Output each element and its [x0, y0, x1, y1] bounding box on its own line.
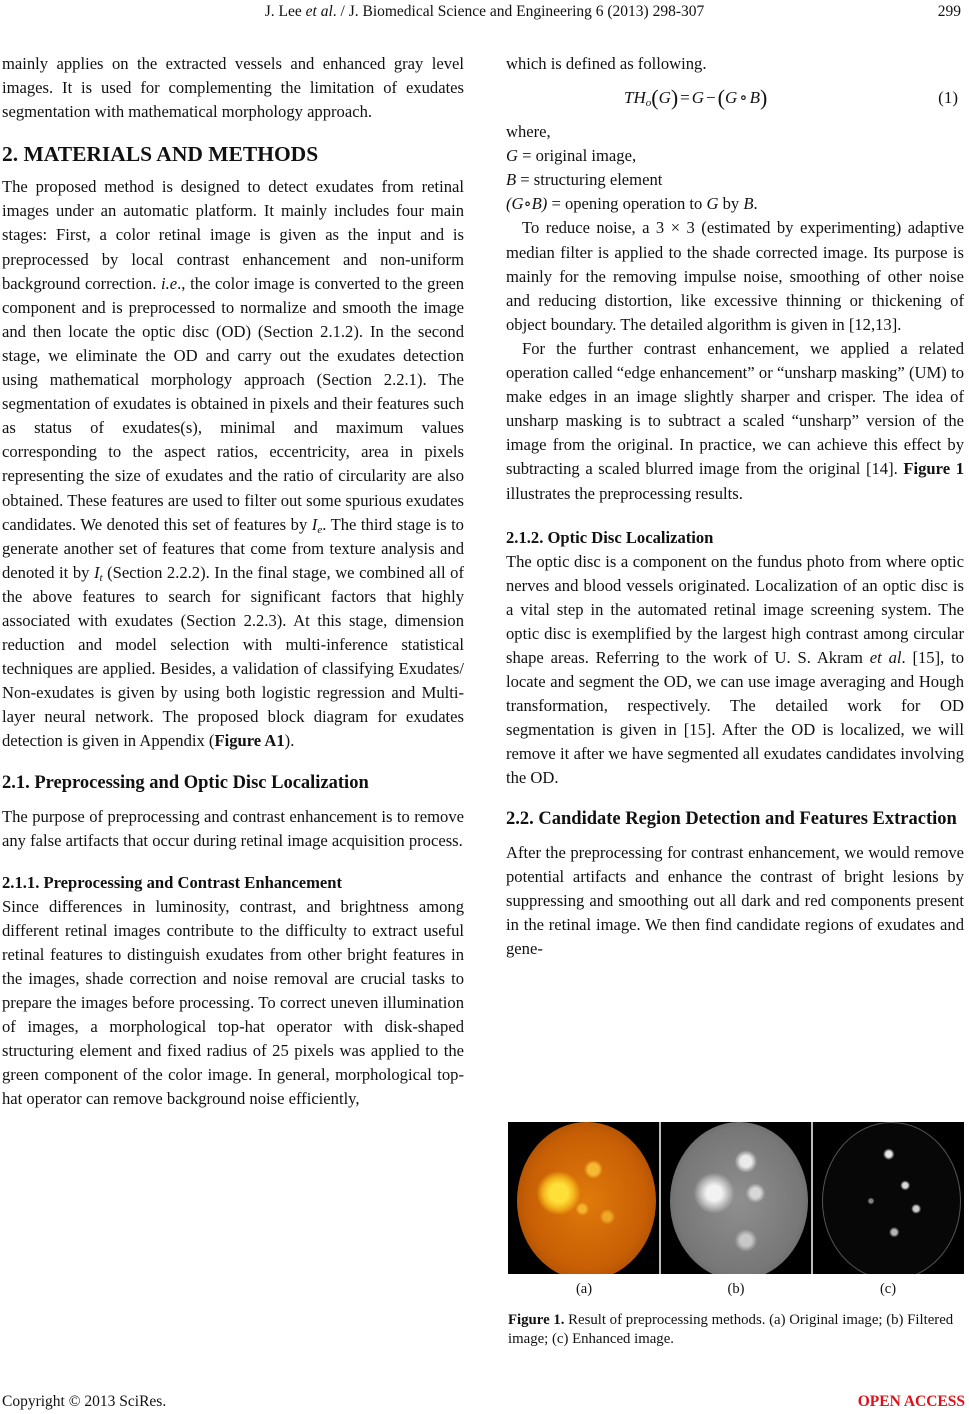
def-text: by [718, 194, 744, 214]
equation-definitions [506, 120, 964, 216]
equation-expression: $TH_o(G) = G -(G$ ∘ B) [624, 85, 768, 111]
header-authors: J. Lee [264, 3, 302, 20]
section-2-1-paragraph: The purpose of preprocessing and contrast enhancement is to remove any false artifacts that occur during retinal image acquisition process. [2, 806, 464, 850]
def-text: = opening operation to [547, 194, 707, 214]
eq-arg: G [658, 88, 671, 108]
section-2-1-2-paragraph [506, 550, 964, 791]
retina-enhanced-image [822, 1122, 961, 1274]
figure-a1-reference[interactable]: Figure A1 [214, 731, 285, 751]
panel-label-a: (a) [575, 1281, 593, 1297]
right-column [506, 52, 964, 961]
page-footer [0, 1392, 969, 1412]
figure-1-images [508, 1122, 964, 1274]
figure-1-panel-labels [508, 1280, 964, 1298]
text-run: ., the color image is converted to the green component and is preprocessed to normalize and smooth the image and then locate the optic disc (OD) (Section 2.1.2). In the second stage, we eliminate the OD and carry out the exudates detection using mathematical morphology approach (Section 2.2.1). The segmentation of exudates is obtained in pixels and their features such as status of exudates(s), minimal and maximum values corresponding to the aspect ratios, eccentricity, area in pixels representing the size of exudates and the ratio of circularity are also obtained. These features are used to filter out some spurious exudates candidates. We denoted this set of features by [2, 273, 464, 534]
definition-item [506, 144, 964, 168]
left-column [2, 52, 464, 1112]
text-run: . The third stage is to generate another set of features that come from texture analysis and denoted it by [2, 514, 464, 582]
running-header [0, 2, 969, 22]
symbol-Ie-subscript: e [317, 523, 323, 536]
text-run: . [15], to locate and segment the OD, we can use image averaging and Hough transformation, respectively. The detailed work for OD segmentation is given in [15]. After the OD is localized, we will remove it after we have segmented all exudates candidates involving the OD. [506, 647, 965, 788]
section-2-1-heading: 2.1. Preprocessing and Optic Disc Localization [2, 772, 369, 793]
caption-label: Figure 1. [508, 1312, 565, 1328]
equation-1 [506, 80, 964, 118]
def-text: = structuring element [516, 170, 663, 190]
section-2-1-1-paragraph: Since differences in luminosity, contrast, and brightness among different retinal images contribute to the difficulty to extract useful retinal features to distinguish exudates from other bright features in the images, shade correction and noise removal are crucial tasks to prepare the images before processing. To correct uneven illumination of images, a morphological top-hat operator with disk-shaped structuring element and fixed radius of 25 pixels was applied to the green component of the color image. In general, morphological top-hat operator can remove background noise efficiently, [2, 896, 464, 1109]
symbol-Ie: I [311, 514, 318, 534]
def-text: . [753, 194, 758, 214]
retina-gray-image [670, 1122, 809, 1274]
open-access-badge: OPEN ACCESS [857, 1393, 965, 1410]
section-2-paragraph [2, 175, 464, 753]
section-2-1-1-heading: 2.1.1. Preprocessing and Contrast Enhancement [2, 872, 343, 892]
fundus-image-filtered [661, 1122, 812, 1274]
eq-term: B [749, 88, 760, 108]
text-run: illustrates the preprocessing results. [506, 483, 743, 503]
def-symbol: B [743, 194, 754, 214]
where-label: where, [506, 122, 551, 142]
fundus-image-enhanced [813, 1122, 964, 1274]
text-run-italic: i.e [161, 273, 178, 293]
eq-tophat-symbol: TH [624, 88, 646, 108]
eq-term: G [724, 88, 738, 108]
caption-text: Result of preprocessing methods. (a) Original image; (b) Filtered image; (c) Enhanced image. [508, 1312, 954, 1347]
text-run: The proposed method is designed to detect exudates from retinal images under an automatic platform. It mainly includes four main stages: First, a color retinal image is given as the input and is preprocessed by local contrast enhancement and non-uniform background correction. [2, 177, 464, 293]
figure-1-caption [508, 1311, 964, 1349]
figure-1-reference[interactable]: Figure 1 [903, 459, 964, 479]
text-run: ). [284, 731, 295, 751]
journal-citation [0, 2, 969, 22]
symbol-It-subscript: t [99, 571, 103, 584]
equation-intro: which is defined as following. [506, 54, 707, 73]
intro-continuation-paragraph: mainly applies on the extracted vessels and enhanced gray level images. It is used for complementing the limitation of exudates segmentation with mathematical morphology approach. [2, 54, 464, 122]
equation-number: (1) [938, 88, 958, 108]
section-2-1-2-heading: 2.1.2. Optic Disc Localization [506, 527, 714, 547]
section-2-heading: 2. MATERIALS AND METHODS [2, 142, 319, 167]
header-journal: . / J. Biomedical Science and Engineering 6 (2013) 298-307 [332, 3, 705, 20]
figure-1 [508, 1122, 964, 1349]
text-run-italic: et al [869, 647, 902, 667]
header-et-al: et al [305, 3, 333, 20]
page-number: 299 [937, 3, 961, 20]
eq-term: G [691, 88, 705, 108]
noise-reduction-paragraph: To reduce noise, a 3 × 3 (estimated by experimenting) adaptive median filter is applied to the shade corrected image. Its purpose is mainly for the removing impulse noise, smoothing of other noise and reducing distortion, like excessive thinning or thickening of object boundary. The detailed algorithm is given in [12,13]. [506, 218, 964, 334]
definition-item [506, 192, 964, 216]
def-text: = original image, [517, 146, 637, 166]
eq-opening-operator: ∘ [739, 88, 748, 108]
section-2-2-heading: 2.2. Candidate Region Detection and Features Extraction [506, 808, 957, 829]
section-2-2-paragraph: After the preprocessing for contrast enhancement, we would remove potential artifacts and enhance the contrast of bright lesions by suppressing and smoothing out all dark and red components present in the retinal image. We then find candidate regions of exudates and gene- [506, 842, 964, 958]
eq-subscript: o [645, 97, 652, 110]
text-run: The optic disc is a component on the fundus photo from where optic nerves and blood vessels originated. Localization of an optic disc is a vital step in the automated retinal image screening system. The optic disc is exemplified by the largest high contrast among circular shape areas. Referring to the work of U. S. Akram [506, 551, 964, 667]
def-symbol: G [706, 194, 719, 214]
def-symbol: (G∘B) [506, 194, 548, 214]
panel-label-b: (b) [727, 1281, 745, 1297]
unsharp-masking-paragraph [506, 337, 964, 506]
symbol-It: I [93, 562, 100, 582]
text-run: (Section 2.2.2). In the final stage, we combined all of the above features to search for significant factors that highly associated with exudates (Section 2.2.3). At this stage, dimension reduction and model selection with multi-inference statistical techniques are applied. Besides, a validation of classifying Exudates/ Non-exudates is given by using both logistic regression and Multi-layer neural network. The proposed block diagram for exudates detection is given in Appendix ( [2, 562, 464, 751]
copyright-notice: Copyright © 2013 SciRes. [2, 1393, 167, 1410]
retina-color-image [517, 1122, 656, 1274]
definition-item [506, 168, 964, 192]
panel-label-c: (c) [879, 1281, 897, 1297]
def-symbol: G [506, 146, 518, 166]
fundus-image-original [508, 1122, 659, 1274]
def-symbol: B [506, 170, 517, 190]
text-run: For the further contrast enhancement, we applied a related operation called “edge enhancement” or “unsharp masking” (UM) to make edges in an image slightly sharper and crisper. The idea of unsharp masking is to subtract a scaled “unsharp” version of the image from the original. In practice, we can achieve this effect by subtracting a scaled blurred image from the original [14]. [506, 338, 964, 479]
